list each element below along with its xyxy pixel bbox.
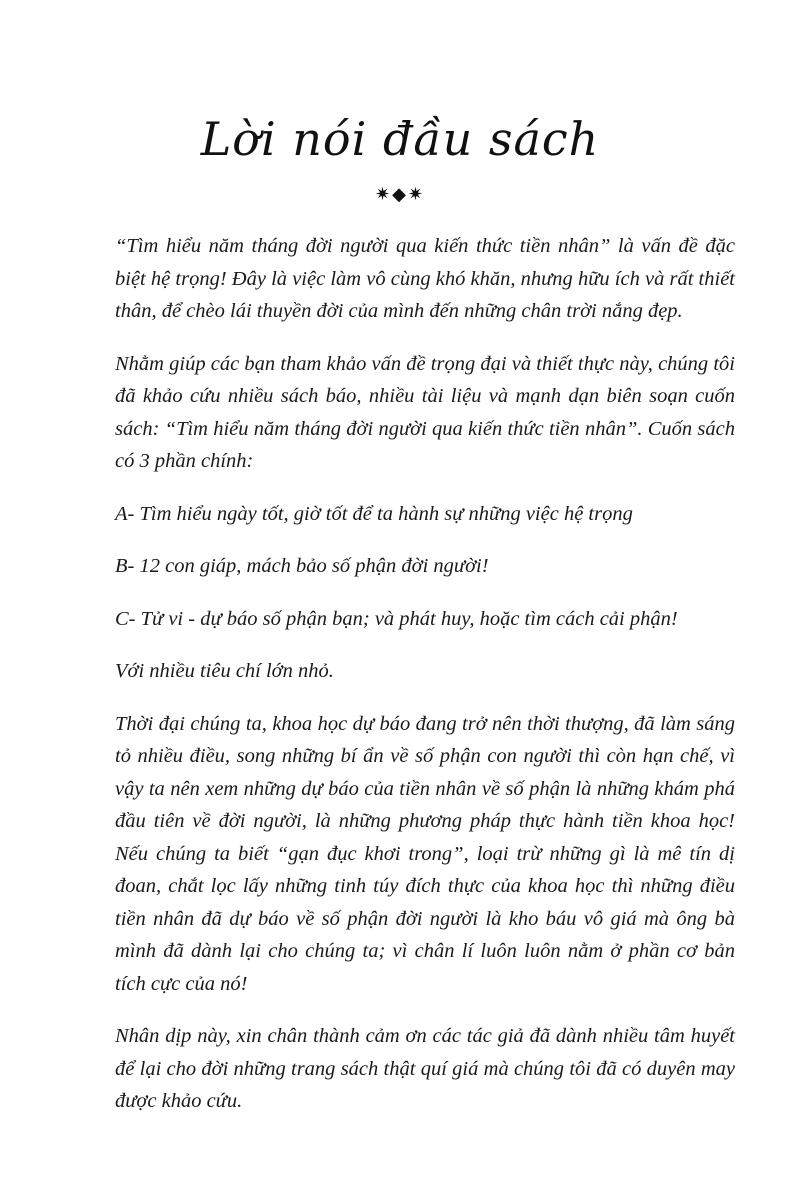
page-title: Lời nói đầu sách xyxy=(200,112,600,166)
section-item-c: C- Tử vi - dự báo số phận bạn; và phát huy, hoặc tìm cách cải phận! xyxy=(115,607,678,630)
preface-paragraph-1-text: “Tìm hiểu năm tháng đời người qua kiến thức tiền nhân” là vấn đề đặc biệt hệ trọng! Đây là việc làm vô cùng khó khăn, nhưng hữu ích và rất thiết thân, để chèo lái thuyền đời của mình đến những chân trời nắng đẹp. xyxy=(115,235,735,322)
ornament-divider: ✷◆✷ xyxy=(374,184,425,205)
preface-paragraph-3: Thời đại chúng ta, khoa học dự báo đang trở nên thời thượng, đã làm sáng tỏ nhiều điều, song những bí ẩn về số phận con người thì còn hạn chế, vì vậy ta nên xem những dự báo của tiền nhân về số phận là những khám phá đầu tiên về đời người, là những phương pháp thực hành tiền khoa học! Nếu chúng ta biết “gạn đục khơi trong”, loại trừ những gì là mê tín dị đoan, chắt lọc lấy những tinh túy đích thực của khoa học thì những điều tiền nhân đã dự báo về số phận đời người là kho báu vô giá mà ông bà mình đã dành lại cho chúng ta; vì chân lí luôn luôn nằm ở phần cơ bản tích cực của nó! xyxy=(115,712,735,995)
criteria-note: Với nhiều tiêu chí lớn nhỏ. xyxy=(115,660,334,682)
preface-paragraph-4: Nhân dịp này, xin chân thành cảm ơn các tác giả đã dành nhiều tâm huyết để lại cho đời những trang sách thật quí giá mà chúng tôi đã có duyên may được khảo cứu. xyxy=(115,1025,735,1112)
section-item-b: B- 12 con giáp, mách bảo số phận đời người! xyxy=(115,555,489,577)
preface-paragraph-1 xyxy=(115,230,735,328)
preface-paragraph-2 xyxy=(115,348,735,478)
preface-paragraph-2-text: Nhằm giúp các bạn tham khảo vấn đề trọng đại và thiết thực này, chúng tôi đã khảo cứu nhiều sách báo, nhiều tài liệu và mạnh dạn biên soạn cuốn sách: “Tìm hiểu năm tháng đời người qua kiến thức tiền nhân”. Cuốn sách có 3 phần chính: xyxy=(115,352,735,472)
section-item-a: A- Tìm hiểu ngày tốt, giờ tốt để ta hành sự những việc hệ trọng xyxy=(115,502,633,525)
preface-body xyxy=(115,230,735,1138)
